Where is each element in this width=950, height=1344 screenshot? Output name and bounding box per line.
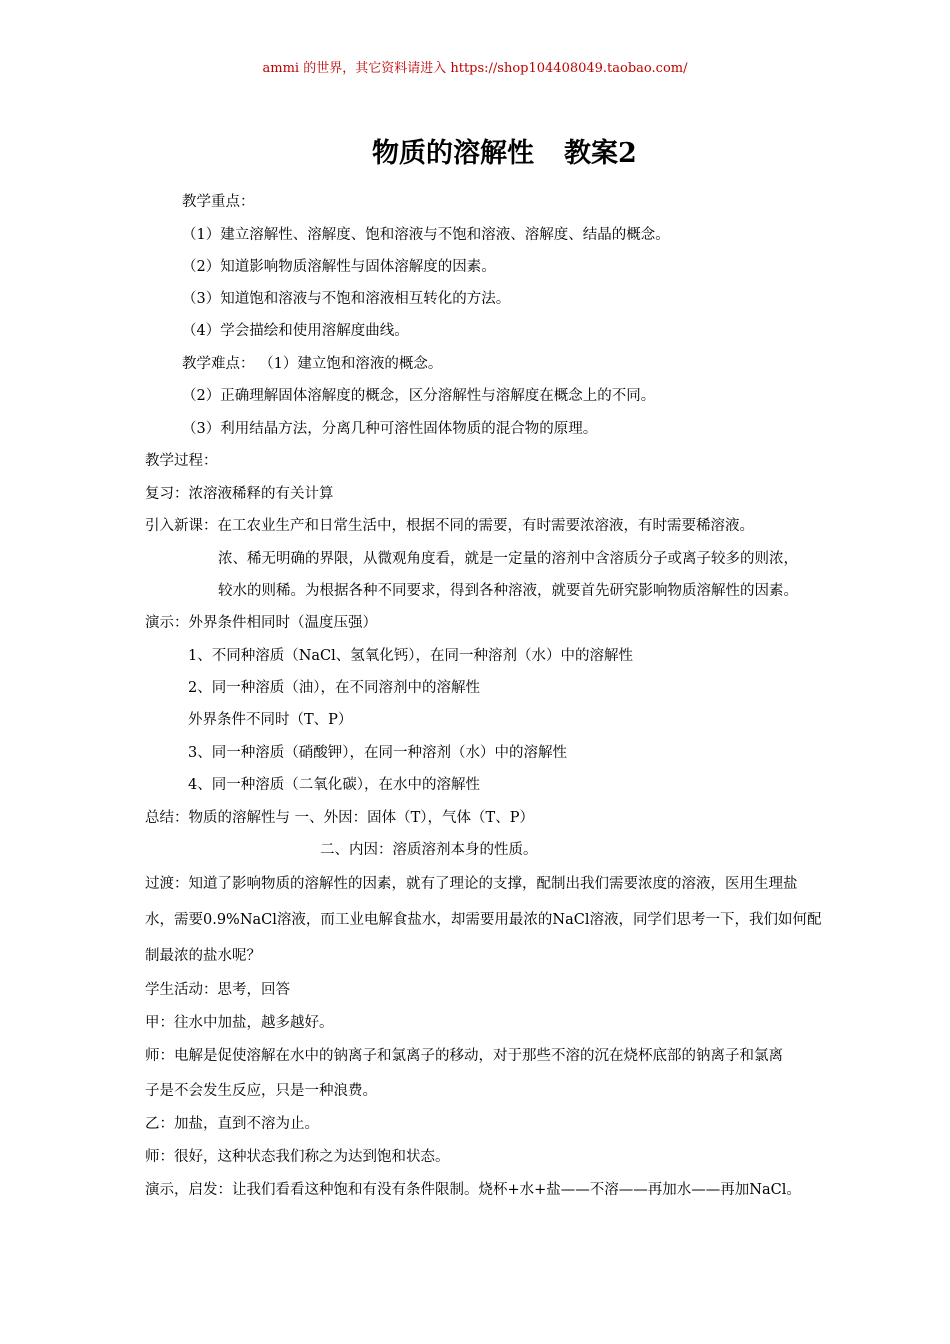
text-line: （3）利用结晶方法，分离几种可溶性固体物质的混合物的原理。 bbox=[182, 421, 598, 437]
text-line: （1）建立溶解性、溶解度、饱和溶液与不饱和溶液、溶解度、结晶的概念。 bbox=[182, 227, 670, 243]
title-sub: 教案2 bbox=[564, 138, 637, 169]
watermark-header: ammi 的世界，其它资料请进入 https://shop104408049.taobao.com/ bbox=[262, 61, 688, 76]
text-line: 教学难点： （1）建立饱和溶液的概念。 bbox=[182, 356, 443, 372]
text-line: 演示：外界条件相同时（温度压强） bbox=[145, 615, 377, 631]
text-line: 3、同一种溶质（硝酸钾），在同一种溶剂（水）中的溶解性 bbox=[188, 745, 567, 761]
text-line: 师：很好，这种状态我们称之为达到饱和状态。 bbox=[145, 1149, 450, 1165]
text-line: 浓、稀无明确的界限，从微观角度看，就是一定量的溶剂中含溶质分子或离子较多的则浓， bbox=[218, 551, 798, 567]
text-line: 教学重点： bbox=[182, 194, 255, 210]
text-line: （2）知道影响物质溶解性与固体溶解度的因素。 bbox=[182, 259, 496, 275]
text-line: 演示，启发：让我们看看这种饱和有没有条件限制。烧杯+水+盐——不溶——再加水——再加NaCl。 bbox=[145, 1182, 801, 1198]
text-line: 4、同一种溶质（二氧化碳），在水中的溶解性 bbox=[188, 777, 480, 793]
text-line: 乙：加盐，直到不溶为止。 bbox=[145, 1116, 319, 1132]
text-line: 1、不同种溶质（NaCl、氢氧化钙），在同一种溶剂（水）中的溶解性 bbox=[188, 648, 634, 664]
text-line: 复习：浓溶液稀释的有关计算 bbox=[145, 486, 334, 502]
text-line: 2、同一种溶质（油），在不同溶剂中的溶解性 bbox=[188, 680, 480, 696]
text-line: 甲：往水中加盐，越多越好。 bbox=[145, 1015, 334, 1031]
text-line: 二、内因：溶质溶剂本身的性质。 bbox=[320, 842, 538, 858]
text-line: （3）知道饱和溶液与不饱和溶液相互转化的方法。 bbox=[182, 291, 511, 307]
text-line: 子是不会发生反应，只是一种浪费。 bbox=[145, 1083, 377, 1099]
text-line: 过渡：知道了影响物质的溶解性的因素，就有了理论的支撑，配制出我们需要浓度的溶液，医用生理盐 bbox=[145, 876, 798, 892]
text-line: 外界条件不同时（T、P） bbox=[188, 712, 353, 728]
text-line: （4）学会描绘和使用溶解度曲线。 bbox=[182, 323, 409, 339]
text-line: 总结：物质的溶解性与 一、外因：固体（T），气体（T、P） bbox=[145, 810, 534, 826]
text-line: 师：电解是促使溶解在水中的钠离子和氯离子的移动，对于那些不溶的沉在烧杯底部的钠离子和氯离 bbox=[145, 1048, 783, 1064]
text-line: 制最浓的盐水呢？ bbox=[145, 948, 261, 964]
text-line: 教学过程： bbox=[145, 453, 218, 469]
text-line: 水，需要0.9%NaCl溶液，而工业电解食盐水，却需要用最浓的NaCl溶液，同学们思考一下，我们如何配 bbox=[145, 912, 822, 928]
title-main: 物质的溶解性 bbox=[372, 138, 534, 169]
text-line: 学生活动：思考，回答 bbox=[145, 982, 290, 998]
text-line: 引入新课：在工农业生产和日常生活中，根据不同的需要，有时需要浓溶液，有时需要稀溶液。 bbox=[145, 518, 754, 534]
page-title bbox=[372, 131, 637, 170]
text-line: （2）正确理解固体溶解度的概念，区分溶解性与溶解度在概念上的不同。 bbox=[182, 388, 656, 404]
text-line: 较水的则稀。为根据各种不同要求，得到各种溶液，就要首先研究影响物质溶解性的因素。 bbox=[218, 583, 798, 599]
